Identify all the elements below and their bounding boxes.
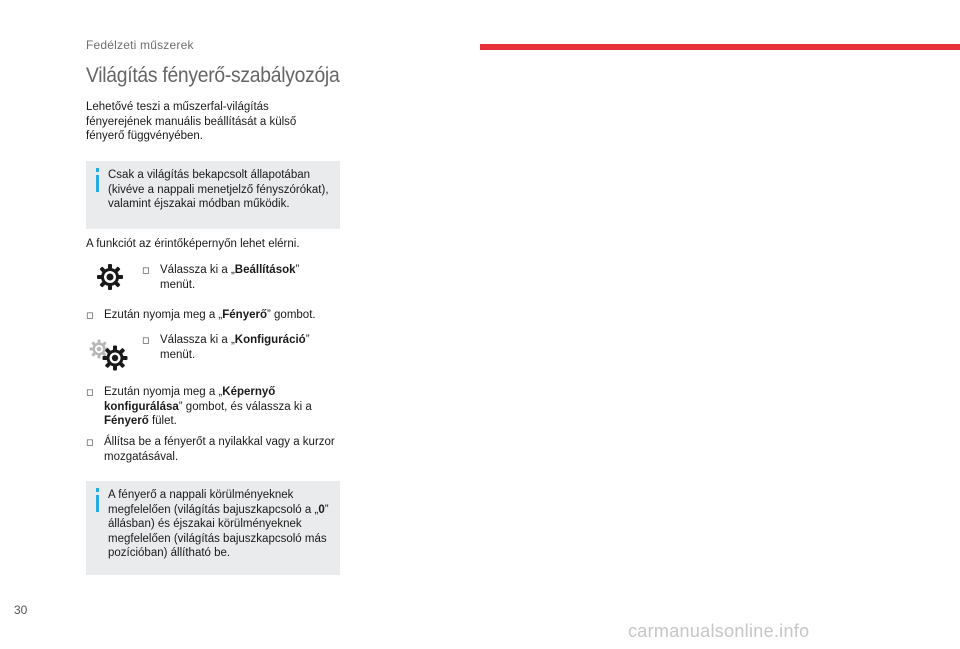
step-text: Ezután nyomja meg a „Fényerő” gombot. [104,309,316,321]
bullet-marker: ◻ [86,387,94,397]
step-select-settings [142,263,332,295]
bullet-marker: ◻ [86,310,94,320]
info-icon [96,175,99,192]
step-select-configuration [142,333,337,365]
section-accent-bar [480,44,960,50]
info-note-box [86,481,340,575]
watermark: carmanualsonline.info [628,621,810,641]
section-label: Fedélzeti műszerek [86,38,194,52]
bullet-marker: ◻ [142,265,150,275]
info-note-text: A fényerő a nappali körülményeknek megfelelően (világítás bajuszkapcsoló a „0” állásban) és éjszakai körülményeknek megfelelően (világítás bajuszkapcsoló más pozícióban) állítható be. [108,489,329,560]
step-press-brightness [86,308,340,324]
info-icon [96,495,99,512]
bullet-marker: ◻ [142,335,150,345]
double-gear-icon [88,338,128,372]
intro-paragraph: Lehetővé teszi a műszerfal-világítás fényerejének manuális beállítását a külső fényerő függvényében. [86,101,297,143]
step-adjust-brightness [86,435,340,467]
step-text: Állítsa be a fényerőt a nyilakkal vagy a kurzor mozgatásával. [104,436,335,463]
gear-icon [96,263,124,291]
step-screen-configuration [86,385,340,431]
step-text: Ezután nyomja meg a „Képernyő konfigurálása” gombot, és válassza ki a Fényerő fület. [104,386,312,428]
step-text: Válassza ki a „Konfiguráció” menüt. [160,334,310,361]
page-title: Világítás fényerő-szabályozója [86,64,340,87]
info-note-text: Csak a világítás bekapcsolt állapotában (kivéve a nappali menetjelző fényszórókat), valamint éjszakai módban működik. [108,169,329,211]
access-paragraph: A funkciót az érintőképernyőn lehet elérni. [86,238,300,250]
info-note-box [86,161,340,229]
step-text: Válassza ki a „Beállítások” menüt. [160,264,300,291]
bullet-marker: ◻ [86,437,94,447]
page-number: 30 [14,603,28,617]
